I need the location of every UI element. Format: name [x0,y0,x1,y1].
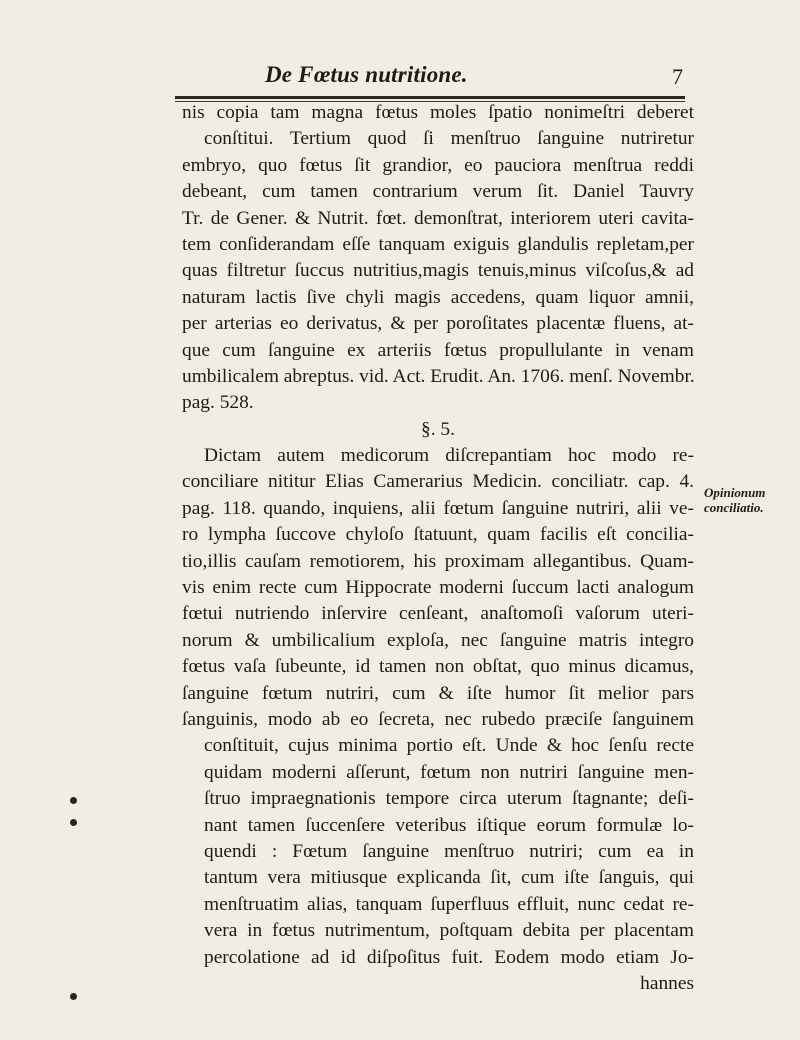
text-line: nis copia tam magna fœtus moles ſpatio nonimeſtri deberet [182,102,694,123]
text-line: tio,illis cauſam remotiorem, his proximam allegantibus. Quam- [182,550,694,572]
text-line: conſtitui. Tertium quod ſi menſtruo ſanguine nutriretur [204,128,694,150]
section-heading: §. 5. [421,418,455,440]
header-rule [175,96,685,99]
margin-note: Opinionum conciliatio. [704,485,766,515]
text-line: quas filtretur ſuccus nutritius,magis tenuis,minus viſcoſus,& ad [182,260,694,282]
binding-hole-mark [70,993,77,1000]
text-line: quidam moderni aſſerunt, fœtum non nutriri ſanguine men- [204,761,694,783]
text-line: conciliare nititur Elias Camerarius Medicin. conciliatr. cap. 4. [182,471,694,493]
text-line: embryo, quo fœtus ſit grandior, eo pauciora menſtrua reddi [182,154,694,176]
text-line: norum & umbilicalium exploſa, nec ſanguine matris integro [182,629,694,651]
text-line: vis enim recte cum Hippocrate moderni ſuccum lacti analogum [182,577,694,599]
text-line: ſanguinis, modo ab eo ſecreta, nec rubedo præciſe ſanguinem [182,708,694,730]
text-line: fœtus vaſa ſubeunte, id tamen non obſtat, quo minus dicamus, [182,656,694,678]
text-line: pag. 118. quando, inquiens, alii fœtum ſanguine nutriri, alii ve- [182,497,694,519]
text-line: menſtruatim alias, tanquam ſuperfluus effluit, nunc cedat re- [204,893,694,915]
text-line: conſtituit, cujus minima portio eſt. Unde & hoc ſenſu recte [204,735,694,757]
text-line: per arterias eo derivatus, & per poroſitates placentæ fluens, at- [182,313,694,335]
text-line: Dictam autem medicorum diſcrepantiam hoc modo re- [204,445,694,467]
text-line: naturam lactis ſive chyli magis accedens, quam liquor amnii, [182,286,694,308]
text-line: quendi : Fœtum ſanguine menſtruo nutriri; cum ea in [204,840,694,862]
text-line: ſanguine fœtum nutriri, cum & iſte humor ſit melior pars [182,682,694,704]
text-line: debeant, cum tamen contrarium verum ſit. Daniel Tauvry [182,181,694,203]
text-line: ſtruo impraegnationis tempore circa uterum ſtagnante; deſi- [204,788,694,810]
text-line: nant tamen ſuccenſere veteribus iſtique eorum formulæ lo- [204,814,694,836]
binding-hole-mark [70,797,77,804]
text-line: tantum vera mitiusque explicanda ſit, cum iſte ſanguis, qui [204,867,694,889]
binding-hole-mark [70,819,77,826]
text-line: Tr. de Gener. & Nutrit. fœt. demonſtrat, interiorem uteri cavita- [182,207,694,229]
text-line: pag. 528. [182,392,254,414]
text-line: fœtui nutriendo inſervire cenſeant, anaſtomoſi vaſorum uteri- [182,603,694,625]
body-text [182,100,694,997]
text-line: umbilicalem abreptus. vid. Act. Erudit. An. 1706. menſ. Novembr. [182,365,695,387]
running-head [175,62,695,92]
page-number: 7 [672,64,683,89]
text-line: percolatione ad id diſpoſitus fuit. Eodem modo etiam Jo- [204,946,694,968]
text-line: ro lympha ſuccove chyloſo ſtatuunt, quam facilis eſt concilia- [182,524,694,546]
running-head-title: De Fœtus nutritione. [265,62,468,87]
text-line: tem conſiderandam eſſe tanquam exiguis glandulis repletam,per [182,233,694,255]
text-line: que cum ſanguine ex arteriis fœtus propullulante in venam [182,339,694,361]
text-line: vera in fœtus nutrimentum, poſtquam debita per placentam [204,920,694,942]
catchword: hannes [640,972,694,994]
